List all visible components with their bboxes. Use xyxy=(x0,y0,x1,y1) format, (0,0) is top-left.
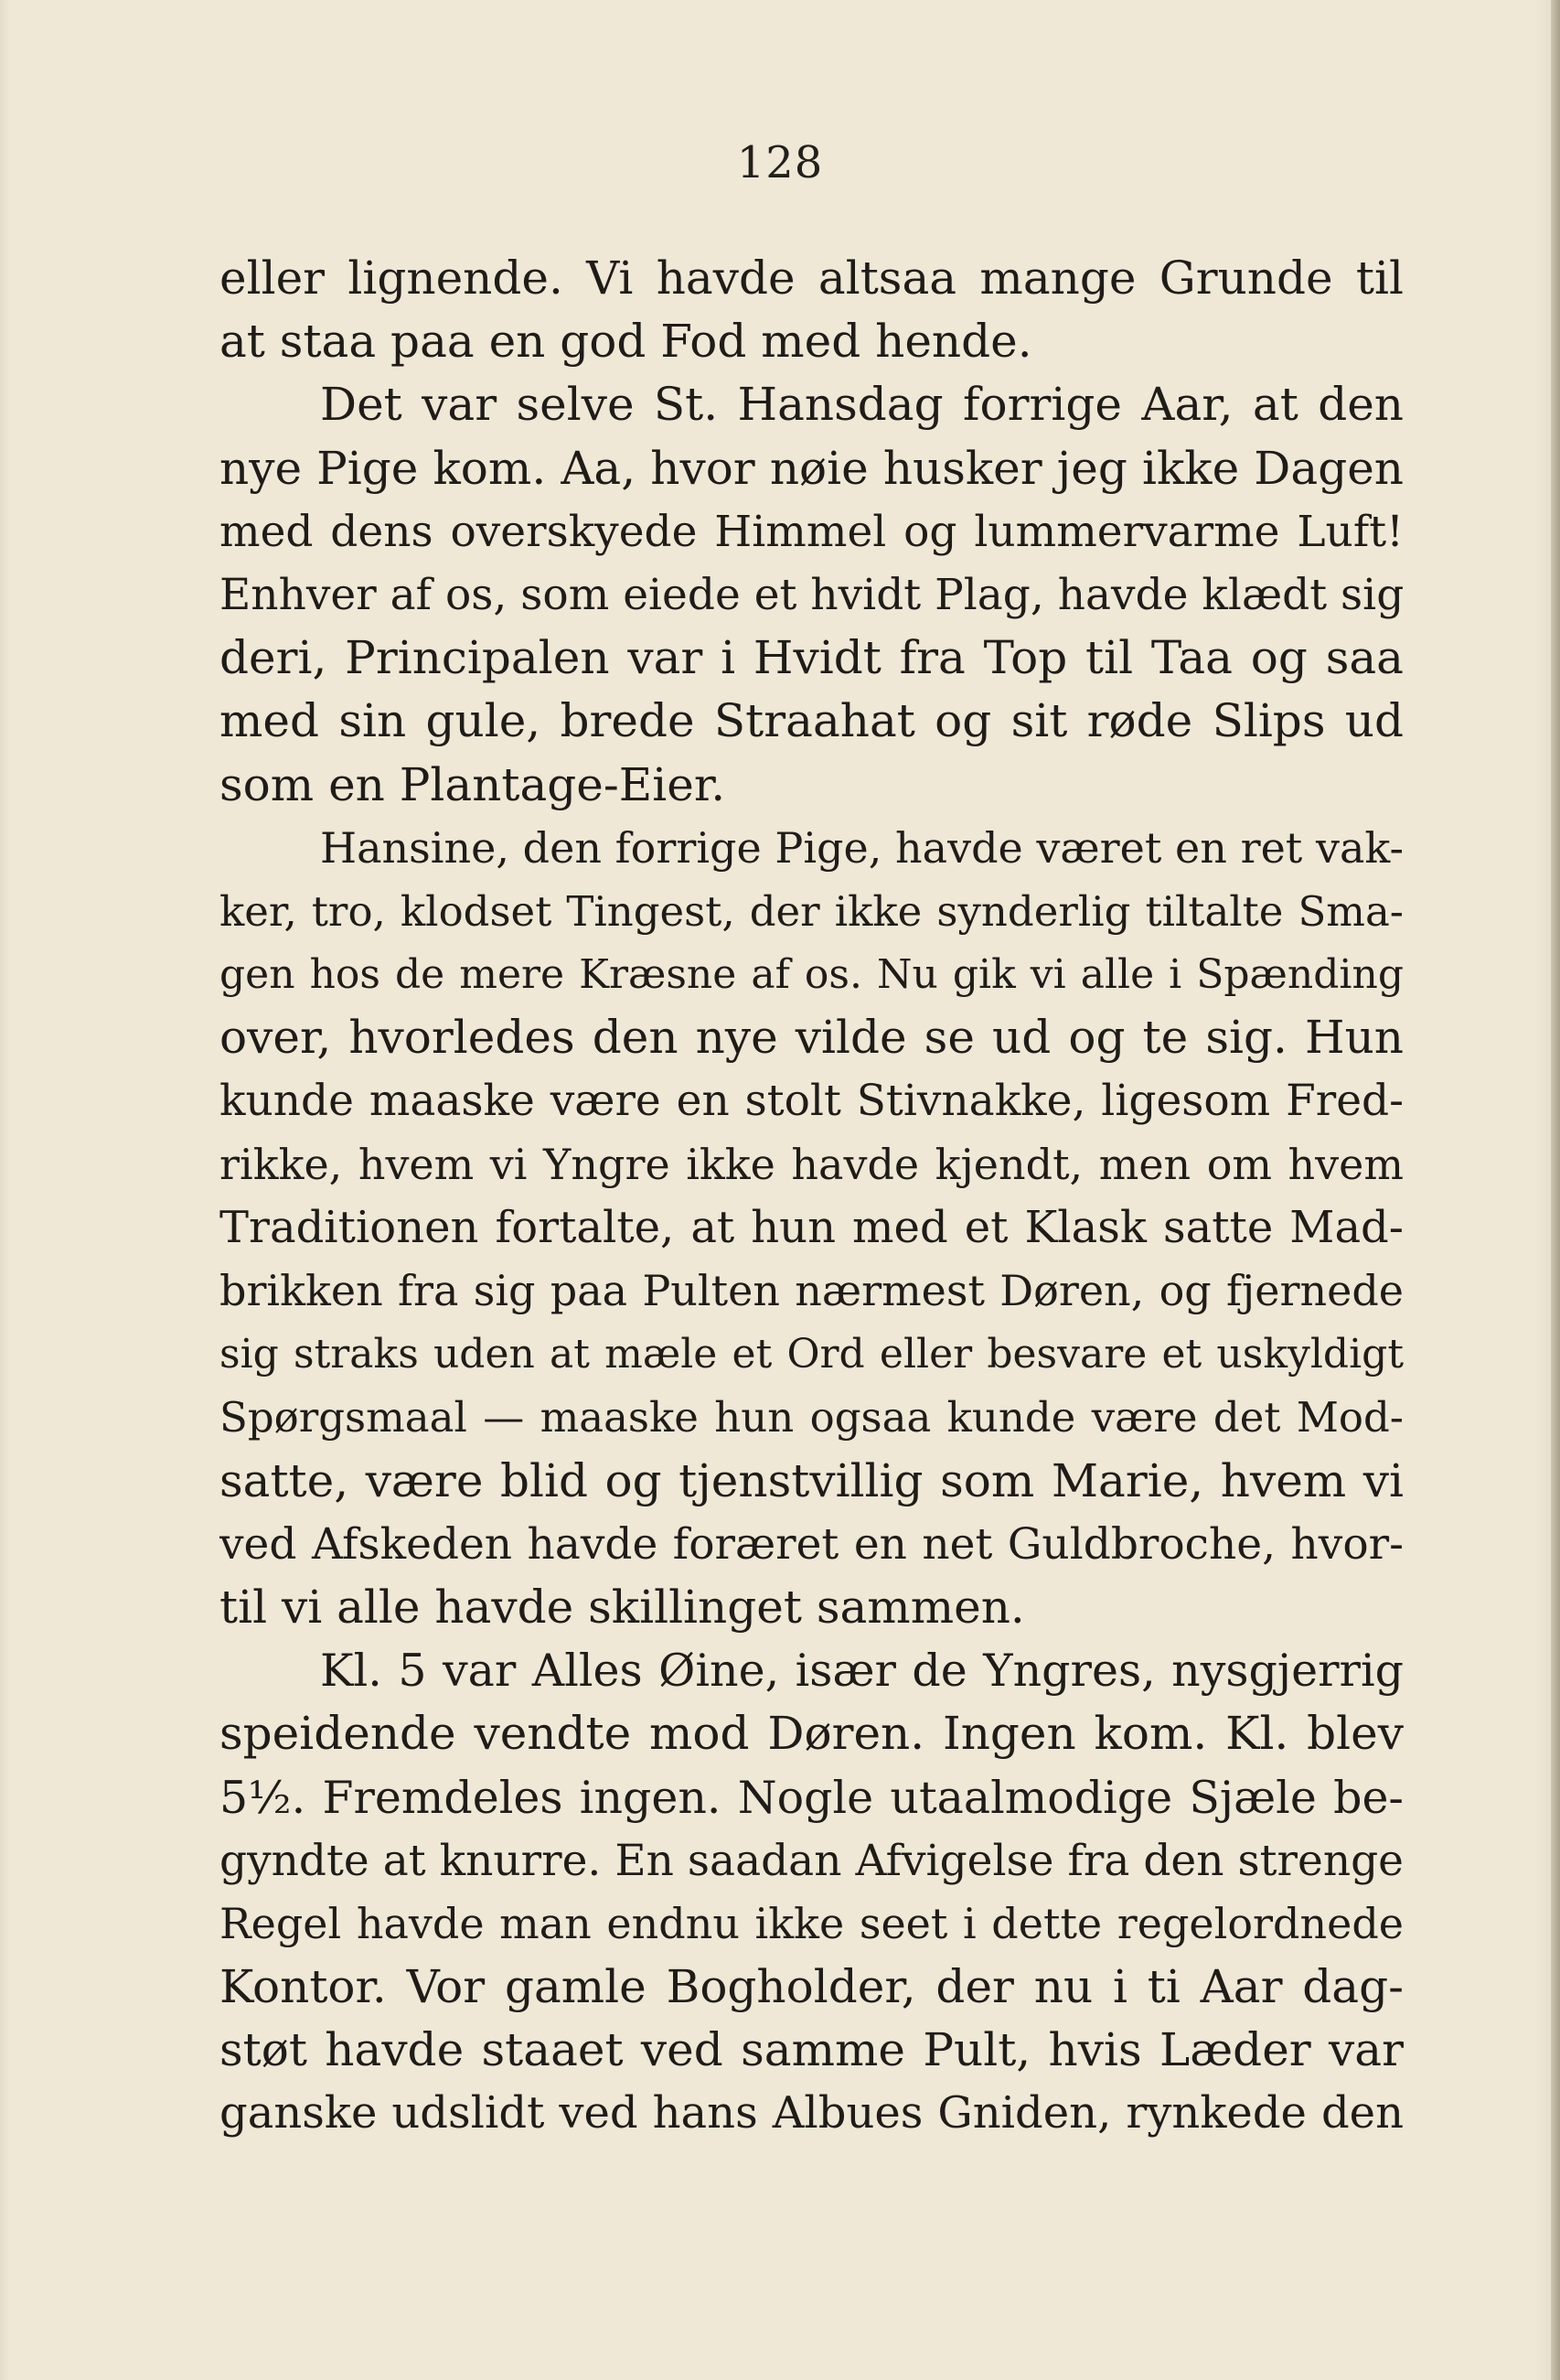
text-line: gen hos de mere Kræsne af os. Nu gik vi alle i Spænding xyxy=(219,951,1404,999)
text-line: støt havde staaet ved samme Pult, hvis Læder var xyxy=(219,2023,1404,2077)
text-line: sig straks uden at mæle et Ord eller besvare et uskyldigt xyxy=(219,1331,1404,1378)
text-line: Enhver af os, som eiede et hvidt Plag, havde klædt sig xyxy=(219,569,1404,620)
text-line: Kontor. Vor gamle Bogholder, der nu i ti Aar dag- xyxy=(219,1960,1404,2014)
text-line: over, hvorledes den nye vilde se ud og te sig. Hun xyxy=(219,1011,1404,1065)
text-line: med sin gule, brede Straahat og sit røde Slips ud xyxy=(219,694,1404,748)
text-line: ker, tro, klodset Tingest, der ikke synderlig tiltalte Sma- xyxy=(219,886,1404,936)
text-line: Spørgsmaal — maaske hun ogsaa kunde være det Mod- xyxy=(219,1393,1404,1442)
text-line: til vi alle havde skillinget sammen. xyxy=(219,1580,1025,1634)
body-text xyxy=(219,247,1404,2146)
page-number: 128 xyxy=(736,137,824,188)
text-line: satte, være blid og tjenstvillig som Marie, hvem vi xyxy=(219,1453,1404,1507)
text-line: kunde maaske være en stolt Stivnakke, ligesom Fred- xyxy=(219,1076,1404,1127)
text-line: gyndte at knurre. En saadan Afvigelse fra den strenge xyxy=(219,1835,1404,1886)
text-line: 5½. Fremdeles ingen. Nogle utaalmodige Sjæle be- xyxy=(219,1771,1404,1824)
text-line: ved Afskeden havde foræret en net Guldbroche, hvor- xyxy=(219,1518,1404,1570)
text-line: Hansine, den forrige Pige, havde været en ret vak- xyxy=(320,822,1404,873)
text-line: som en Plantage-Eier. xyxy=(219,757,726,811)
text-line: Kl. 5 var Alles Øine, især de Yngres, nysgjerrig xyxy=(320,1645,1404,1698)
text-line: Regel havde man endnu ikke seet i dette regelordnede xyxy=(219,1898,1404,1948)
page-edge xyxy=(1551,0,1560,2380)
text-line: ganske udslidt ved hans Albues Gniden, rynkede den xyxy=(219,2087,1404,2139)
text-line: rikke, hvem vi Yngre ikke havde kjendt, men om hvem xyxy=(219,1139,1404,1189)
text-line: brikken fra sig paa Pulten nærmest Døren, og fjernede xyxy=(219,1266,1404,1315)
text-line: speidende vendte mod Døren. Ingen kom. Kl. blev xyxy=(219,1707,1404,1761)
text-line: eller lignende. Vi havde altsaa mange Grunde til xyxy=(219,252,1404,305)
text-line: Det var selve St. Hansdag forrige Aar, at den xyxy=(320,378,1404,432)
text-line: Traditionen fortalte, at hun med et Klask satte Mad- xyxy=(219,1201,1404,1253)
text-line: at staa paa en god Fod med hende. xyxy=(219,315,1032,369)
text-line: med dens overskyede Himmel og lummervarme Luft! xyxy=(219,506,1404,557)
text-line: nye Pige kom. Aa, hvor nøie husker jeg ikke Dagen xyxy=(219,441,1404,495)
text-line: deri, Principalen var i Hvidt fra Top til Taa og saa xyxy=(219,631,1404,685)
